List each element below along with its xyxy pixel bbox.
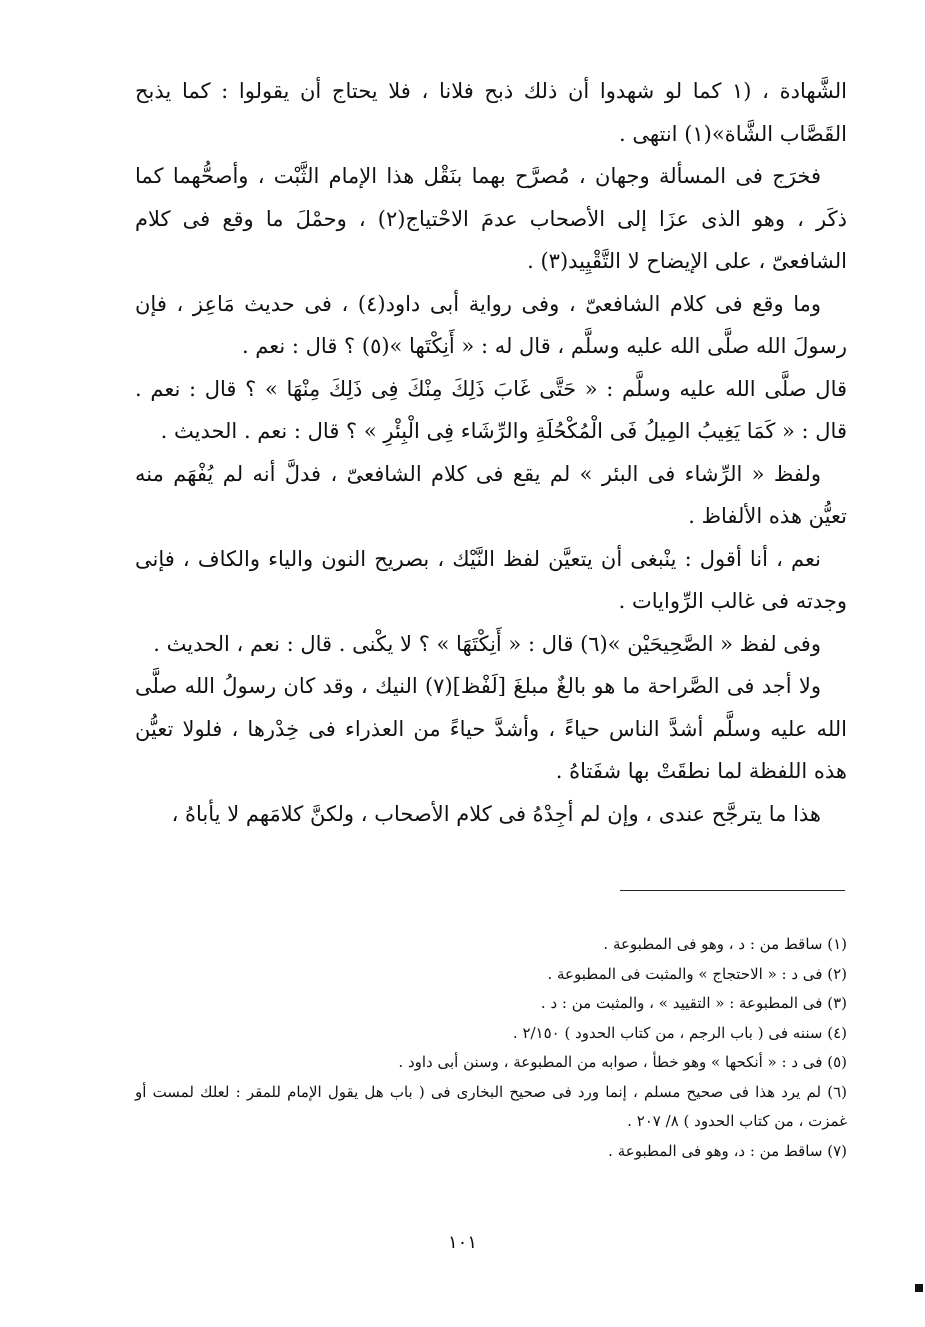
paragraph-9: هذا ما يترجَّح عندى ، وإن لم أجِدْهُ فى كلام الأصحاب ، ولكنَّ كلامَهم لا يأباهُ ، [171, 801, 821, 826]
paragraph-3: وما وقع فى كلام الشافعىّ ، وفى رواية أبى داود(٤) ، فى حديث مَاعِز ، فإن رسولَ الله صلَّى الله عليه وسلَّم ، قال له : « أَنِكْتَها »(٥) ؟ قال : نعم . [135, 291, 847, 358]
footnote-6: (٦) لم يرد هذا فى صحيح مسلم ، إنما ورد فى صحيح البخارى فى ( باب هل يقول الإمام للمقر : لعلك لمست أو غمزت ، من كتاب الحدود ) ٨/ ٢٠٧ . [135, 1082, 847, 1130]
footnote-3: (٣) فى المطبوعة : « التقييد » ، والمثبت من : د . [540, 994, 847, 1012]
main-text [135, 70, 847, 835]
paragraph-2: فخرَج فى المسألة وجهان ، مُصرَّح بهما بنَقْل هذا الإمام الثَّبْت ، وأصحُّهما كما ذكَر ، وهو الذى عزَا إلى الأصحاب عدمَ الاحْتياج(٢) ، وحمْلَ ما وقع فى كلام الشافعىّ ، على الإيضاح لا التَّقْيِيد(٣) . [135, 164, 847, 273]
paragraph-6: نعم ، أنا أقول : ينْبغى أن يتعيَّن لفظ النَّيْك ، بصريح النون والياء والكاف ، فإنى وجدته فى غالب الرِّوايات . [135, 546, 847, 613]
paragraph-8: ولا أجد فى الصَّراحة ما هو بالغٌ مبلغَ [لَفْظ](٧) النيك ، وقد كان رسولُ الله صلَّى الله عليه وسلَّم أشدَّ الناس حياءً ، وأشدَّ حياءً من العذراء فى خِدْرها ، فلولا تعيُّن هذه اللفظة لما نطقَتْ بها شفَتاهُ . [135, 674, 847, 783]
footnote-2: (٢) فى د : « الاحتجاج » والمثبت فى المطبوعة . [547, 964, 847, 983]
footnotes [135, 930, 847, 1166]
page-number: ١٠١ [447, 1232, 477, 1253]
scan-mark [915, 1284, 923, 1292]
footnote-5: (٥) فى د : « أنكحها » وهو خطأ ، صوابه من المطبوعة ، وسنن أبى داود . [398, 1053, 847, 1071]
footnote-7: (٧) ساقط من : د، وهو فى المطبوعة . [608, 1141, 847, 1160]
paragraph-1: الشَّهادة ، (١ كما لو شهدوا أن ذلك ذبح فلانا ، فلا يحتاج أن يقولوا : كما يذبح القَصَّاب الشَّاة»(١) انتهى . [135, 79, 847, 146]
paragraph-7: وفى لفظ « الصَّحِيحَيْن »(٦) قال : « أَنِكْتَهَا » ؟ لا يكْنى . قال : نعم ، الحديث . [153, 631, 821, 656]
paragraph-5: ولفظ « الرِّشاء فى البئر » لم يقع فى كلام الشافعىّ ، فدلَّ أنه لم يُفْهَم منه تعيُّن هذه الألفاظ . [135, 461, 847, 528]
footnote-1: (١) ساقط من : د ، وهو فى المطبوعة . [603, 935, 847, 953]
footnote-4: (٤) سننه فى ( باب الرجم ، من كتاب الحدود ) ٢/١٥٠ . [512, 1023, 847, 1042]
footnote-divider [620, 890, 845, 891]
paragraph-4: قال صلَّى الله عليه وسلَّم : « حَتَّى غَابَ ذَلِكَ مِنْكَ فِى ذَلِكَ مِنْهَا » ؟ قال : نعم . قال : « كَمَا يَغِيبُ المِيلُ فَى الْمُكْحُلَةِ والرِّشَاء فِى الْبِئْرِ » ؟ قال : نعم . الحديث . [135, 376, 847, 443]
